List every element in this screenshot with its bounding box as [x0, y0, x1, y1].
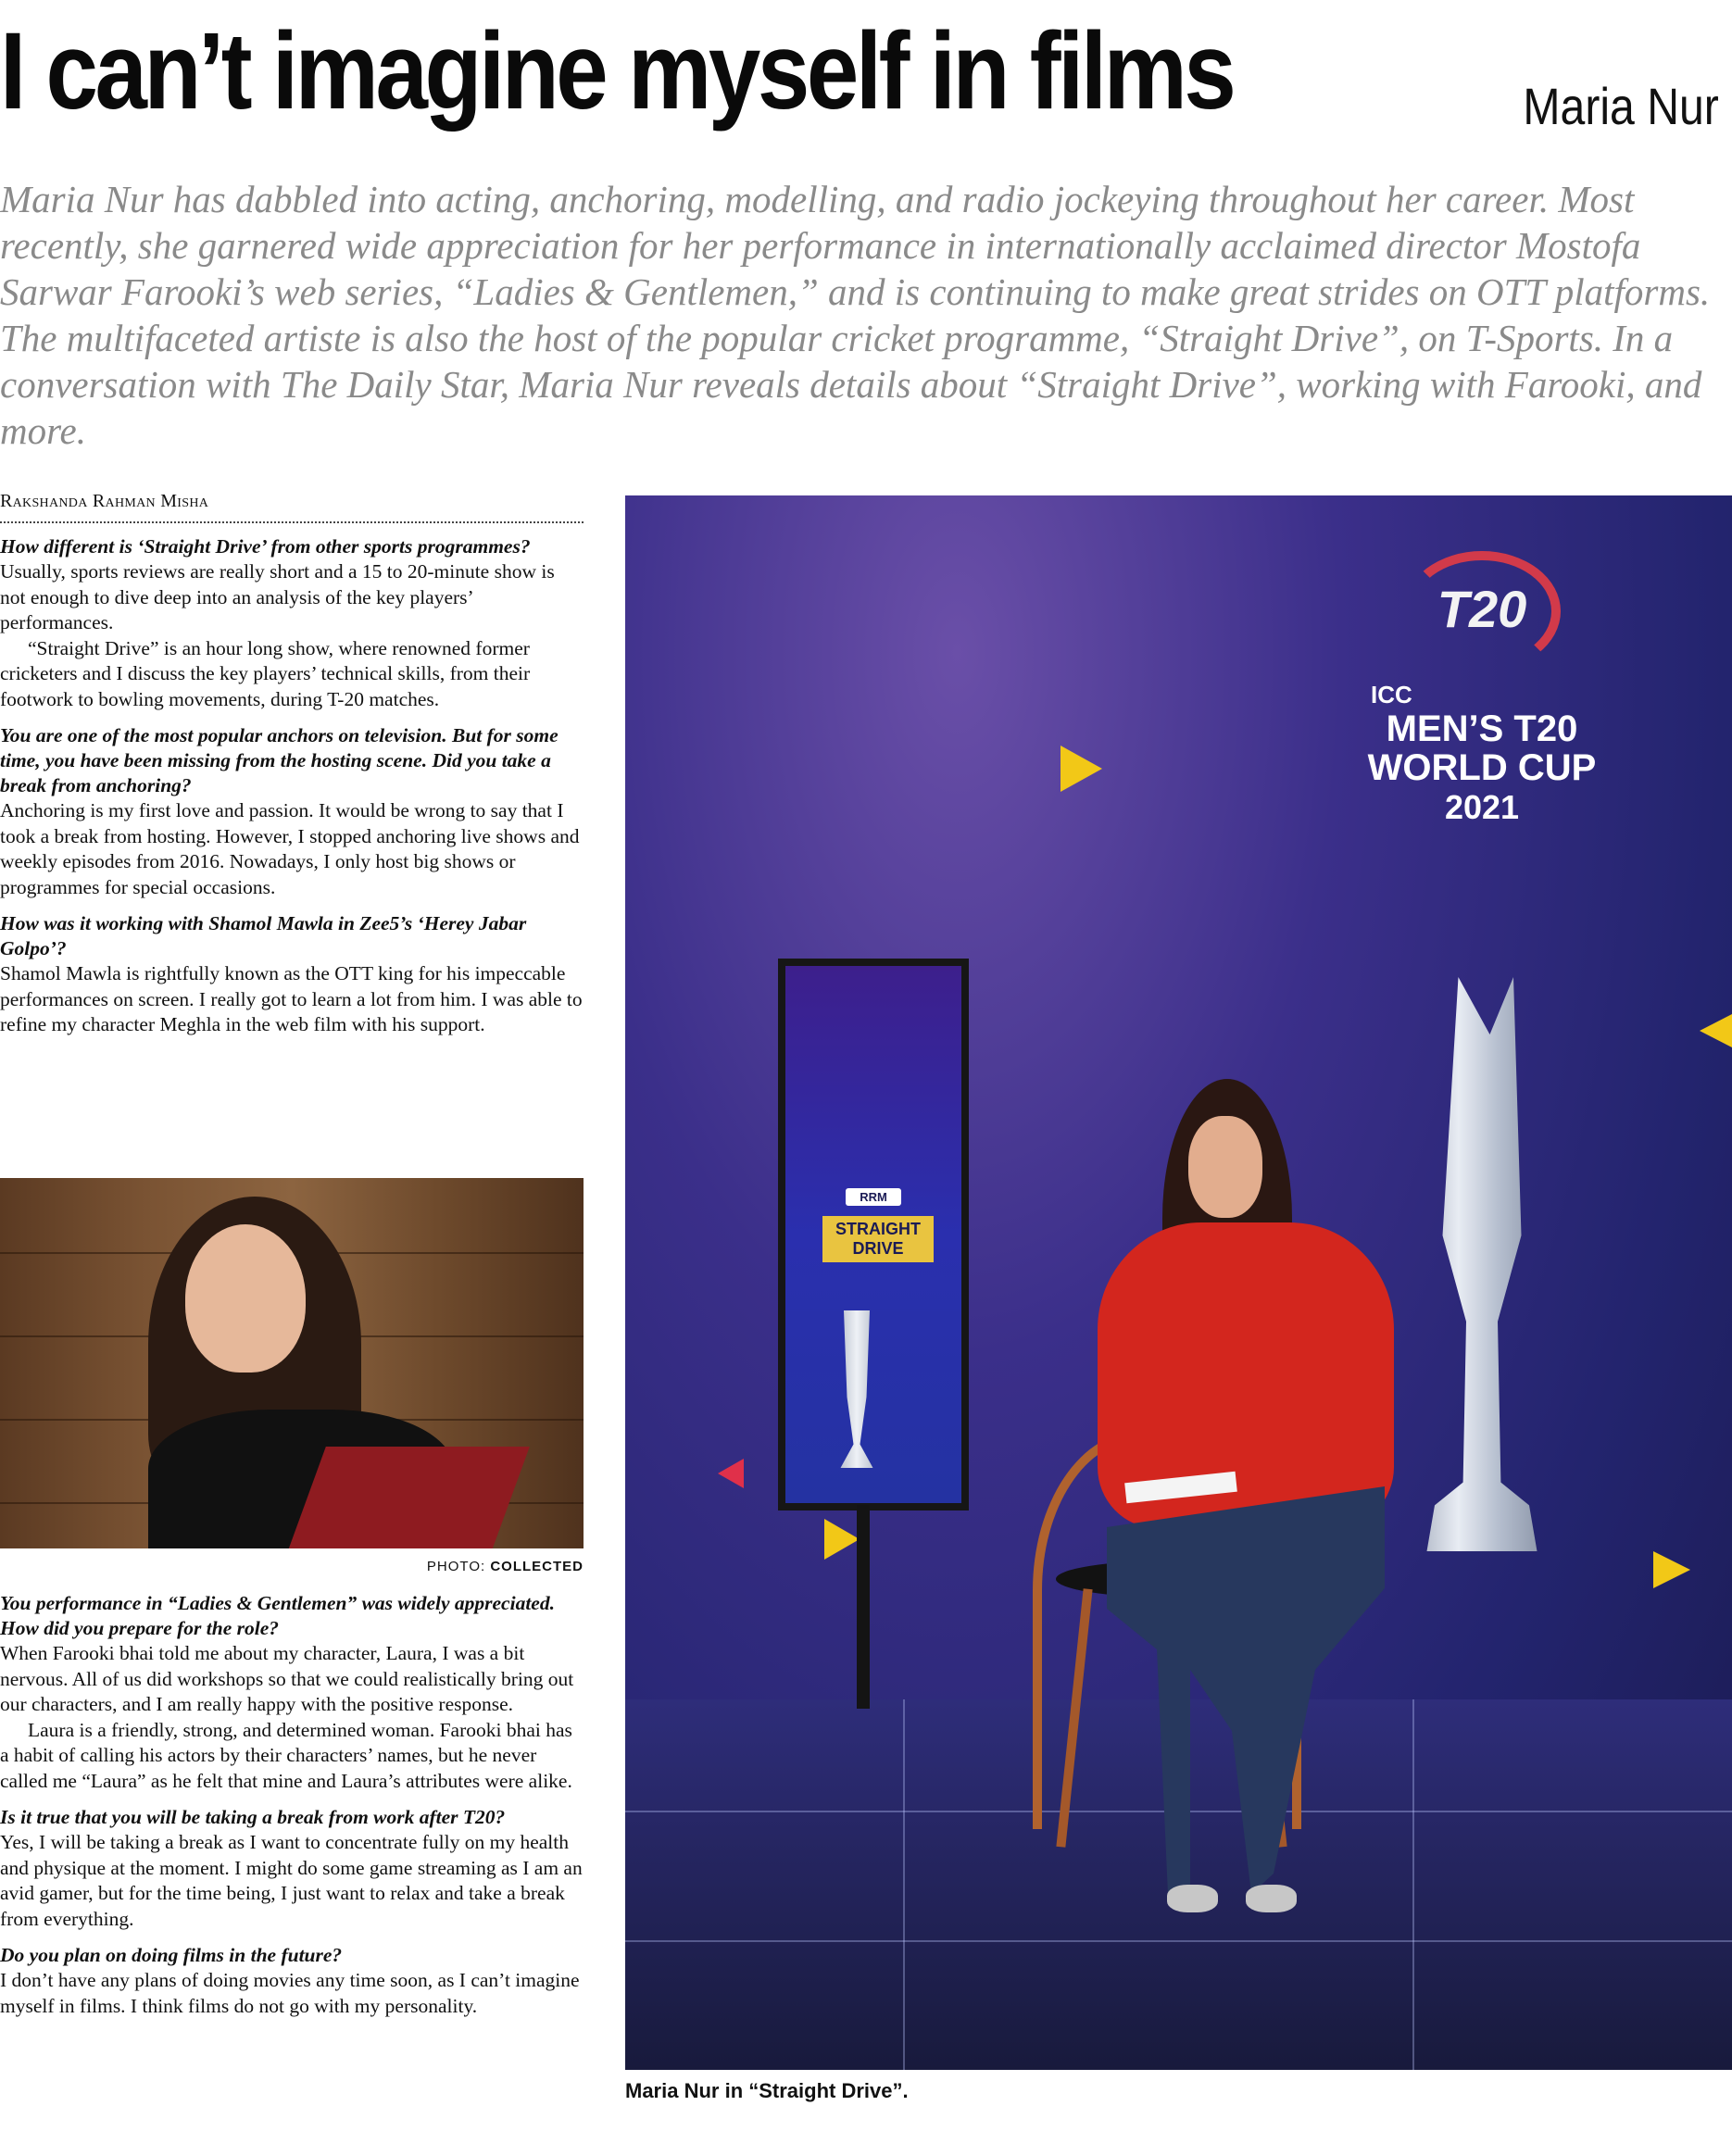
t20-world-cup-logo [1343, 551, 1621, 828]
yellow-triangle-graphic [824, 1519, 860, 1560]
yellow-triangle-graphic [1061, 746, 1102, 792]
answer: Anchoring is my first love and passion. It would be wrong to say that I took a break from hosting. However, I stopped anchoring live shows and weekly episodes from 2016. Nowadays, I only host big shows or programmes for special occasions. [0, 799, 580, 898]
screen-stand [857, 1505, 870, 1709]
answer: Laura is a friendly, strong, and determined woman. Farooki bhai has a habit of calling his actors by their characters’ names, but he never called me “Laura” as he felt that mine and Laura’s attributes were alike. [0, 1718, 572, 1792]
headline: I can’t imagine myself in films [0, 10, 1234, 132]
answer: Yes, I will be taking a break as I want to concentrate fully on my health and physique at the moment. I might do some game streaming as I am an avid gamer, but for the time being, I just want to relax and take a break from everything. [0, 1831, 583, 1930]
photo-credit-value: COLLECTED [490, 1559, 584, 1574]
studio-screen [778, 959, 969, 1510]
host-shoe [1167, 1885, 1218, 1912]
host-shoe [1246, 1885, 1297, 1912]
photo-credit-label: PHOTO: [426, 1559, 486, 1574]
photo-caption: Maria Nur in “Straight Drive”. [625, 2079, 909, 2102]
logo-line-year: 2021 [1444, 788, 1520, 826]
article-column-bottom [0, 1591, 584, 2019]
photo-credit [0, 1559, 584, 1574]
portrait-sari [285, 1447, 530, 1548]
floor-line [903, 1699, 905, 2070]
floor-line [1412, 1699, 1414, 2070]
byline: Rakshanda Rahman Misha [0, 491, 584, 523]
subject-name: Maria Nur [1523, 77, 1719, 135]
main-studio-photo [625, 495, 1732, 2070]
floor-line [625, 1940, 1732, 1942]
question: How different is ‘Straight Drive’ from other sports programmes? [0, 535, 531, 558]
t20-mark-text: T20 [1437, 580, 1527, 638]
question: Is it true that you will be taking a break from work after T20? [0, 1806, 506, 1828]
question: Do you plan on doing films in the future? [0, 1944, 343, 1966]
yellow-triangle-graphic [1700, 1014, 1732, 1047]
article-column-top [0, 491, 584, 1038]
answer: Usually, sports reviews are really short and a 15 to 20-minute show is not enough to dive deep into an analysis of the key players’ performances. [0, 560, 555, 633]
world-cup-trophy [1403, 977, 1561, 1551]
portrait-face [185, 1224, 306, 1373]
question: You are one of the most popular anchors on television. But for some time, you have been missing from the hosting scene. Did you take a break from anchoring? [0, 724, 559, 796]
logo-line-mens-t20: MEN’S T20 [1386, 708, 1578, 749]
question: You performance in “Ladies & Gentlemen” was widely appreciated. How did you prepare for the role? [0, 1592, 555, 1639]
straight-drive-logo: STRAIGHT DRIVE [822, 1216, 934, 1262]
logo-line-world-cup: WORLD CUP [1367, 747, 1597, 788]
yellow-triangle-graphic [1653, 1551, 1690, 1588]
screen-sponsor-logo: RRM [846, 1188, 901, 1206]
t20-mark-icon [1403, 551, 1561, 671]
inset-portrait-photo [0, 1178, 584, 1548]
answer: Shamol Mawla is rightfully known as the OTT king for his impeccable performances on screen. I really got to learn a lot from him. I was able to refine my character Meghla in the web film with his support. [0, 962, 583, 1035]
answer: I don’t have any plans of doing movies any time soon, as I can’t imagine myself in films. I think films do not go with my personality. [0, 1969, 580, 2017]
answer: “Straight Drive” is an hour long show, where renowned former cricketers and I discuss the key players’ technical skills, from their footwork to bowling movements, during T-20 matches. [0, 636, 531, 710]
host-face [1188, 1116, 1262, 1218]
question: How was it working with Shamol Mawla in Zee5’s ‘Herey Jabar Golpo’? [0, 912, 527, 959]
intro-paragraph: Maria Nur has dabbled into acting, anchoring, modelling, and radio jockeying throughout her career. Most recently, she garnered wide appreciation for her performance in internationally acclaimed director Mostofa Sarwar Farooki’s web series, “Ladies & Gentlemen,” and is continuing to make great strides on OTT platforms. The multifaceted artiste is also the host of the popular cricket programme, “Straight Drive”, on T-Sports. In a conversation with The Daily Star, Maria Nur reveals details about “Straight Drive”, working with Farooki, and more. [0, 178, 1711, 452]
logo-line-icc: ICC [1371, 681, 1412, 708]
answer: When Farooki bhai told me about my character, Laura, I was a bit nervous. All of us did workshops so that we could realistically bring out our characters, and I am really happy with the positive response. [0, 1642, 574, 1715]
red-triangle-graphic [718, 1459, 744, 1488]
